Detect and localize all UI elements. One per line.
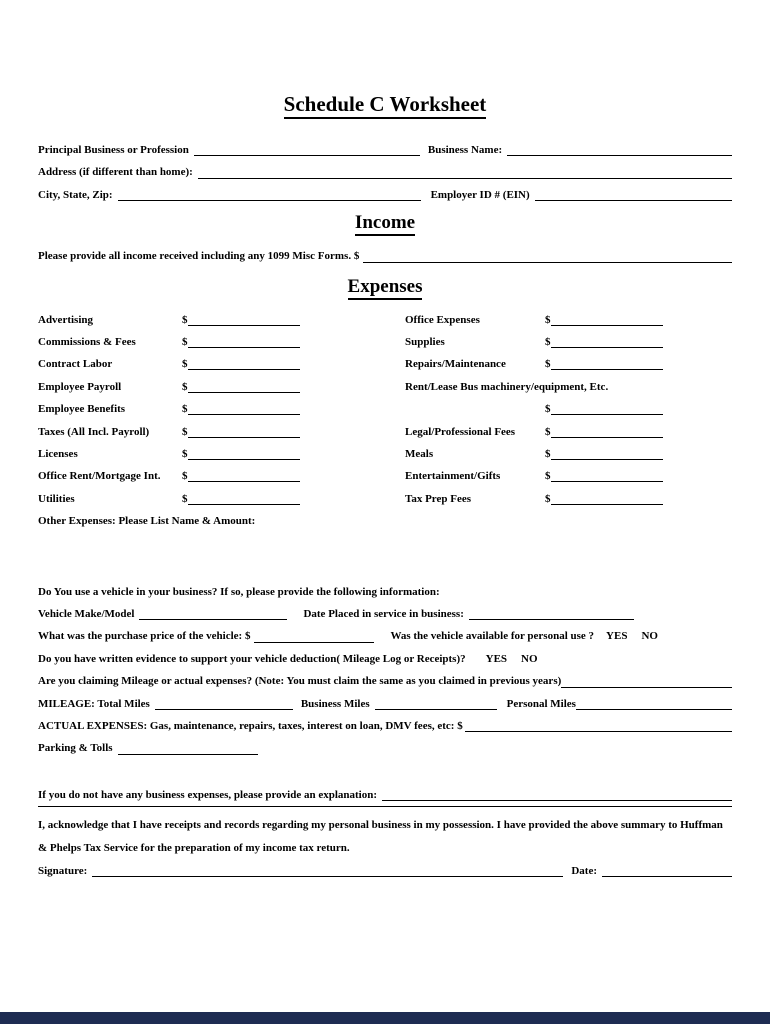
expense-row	[38, 421, 732, 443]
expense-row	[38, 331, 732, 353]
currency-sign: $	[545, 336, 551, 349]
currency-sign: $	[182, 313, 188, 326]
currency-sign: $	[182, 492, 188, 505]
personal-miles-blank[interactable]	[576, 693, 732, 710]
principal-business-blank[interactable]	[194, 139, 420, 156]
mileage-total-label: MILEAGE: Total Miles	[38, 697, 150, 710]
parking-line	[38, 737, 732, 759]
expense-amount-blank[interactable]	[188, 389, 300, 393]
personal-use-yes-option: YES	[606, 630, 628, 643]
address-label: Address (if different than home):	[38, 166, 193, 179]
date-label: Date:	[571, 864, 597, 877]
expense-amount-blank[interactable]	[188, 322, 300, 326]
expense-label-contract-labor: Contract Labor	[38, 358, 113, 371]
expense-row	[38, 398, 732, 420]
income-amount-blank[interactable]	[363, 245, 732, 262]
expense-label-rent-lease: Rent/Lease Bus machinery/equipment, Etc.	[405, 380, 609, 393]
expense-amount-blank[interactable]	[551, 344, 663, 348]
explanation-blank[interactable]	[382, 784, 732, 801]
principal-business-line	[38, 139, 732, 161]
expense-amount-blank[interactable]	[188, 501, 300, 505]
actual-expenses-label: ACTUAL EXPENSES: Gas, maintenance, repairs, taxes, interest on loan, DMV fees, etc: $	[38, 719, 463, 732]
expense-label-repairs-maintenance: Repairs/Maintenance	[405, 358, 506, 371]
expense-amount-blank[interactable]	[188, 411, 300, 415]
employer-id-label: Employer ID # (EIN)	[430, 188, 530, 201]
purchase-price-line	[38, 625, 732, 647]
expense-label-advertising: Advertising	[38, 313, 93, 326]
expense-label-office-expenses: Office Expenses	[405, 313, 480, 326]
claiming-line	[38, 670, 732, 692]
currency-sign: $	[545, 425, 551, 438]
expense-label-supplies: Supplies	[405, 336, 445, 349]
written-evidence-label: Do you have written evidence to support your vehicle deduction( Mileage Log or Receipts)?	[38, 652, 466, 665]
signature-line	[38, 860, 732, 882]
expense-amount-blank[interactable]	[188, 478, 300, 482]
expense-label-legal-fees: Legal/Professional Fees	[405, 425, 516, 438]
expenses-heading: Expenses	[38, 274, 732, 300]
currency-sign: $	[182, 358, 188, 371]
expense-amount-blank[interactable]	[551, 434, 663, 438]
expense-amount-blank[interactable]	[551, 411, 663, 415]
page-title: Schedule C Worksheet	[38, 90, 732, 118]
expense-amount-blank[interactable]	[551, 478, 663, 482]
currency-sign: $	[182, 403, 188, 416]
city-state-zip-label: City, State, Zip:	[38, 188, 113, 201]
expense-amount-blank[interactable]	[188, 344, 300, 348]
date-placed-blank[interactable]	[469, 603, 634, 620]
currency-sign: $	[545, 470, 551, 483]
business-miles-blank[interactable]	[375, 693, 497, 710]
expense-amount-blank[interactable]	[551, 366, 663, 370]
income-instruction-label: Please provide all income received including any 1099 Misc Forms. $	[38, 250, 360, 263]
currency-sign: $	[545, 492, 551, 505]
total-miles-blank[interactable]	[155, 693, 293, 710]
expenses-grid	[38, 309, 732, 511]
currency-sign: $	[545, 358, 551, 371]
expense-row	[38, 376, 732, 398]
expense-label-tax-prep-fees: Tax Prep Fees	[405, 492, 471, 505]
expense-amount-blank[interactable]	[551, 501, 663, 505]
explanation-label: If you do not have any business expenses, please provide an explanation:	[38, 788, 378, 801]
expense-amount-blank[interactable]	[188, 434, 300, 438]
explanation-line	[38, 784, 732, 806]
signature-blank[interactable]	[92, 860, 563, 877]
city-state-zip-line	[38, 184, 732, 206]
business-miles-label: Business Miles	[300, 697, 370, 710]
expense-label-employee-benefits: Employee Benefits	[38, 403, 126, 416]
page-content	[0, 90, 770, 882]
income-heading: Income	[38, 210, 732, 236]
employer-id-blank[interactable]	[535, 184, 732, 201]
written-evidence-line	[38, 648, 732, 670]
purchase-price-label: What was the purchase price of the vehicle: $	[38, 630, 251, 643]
principal-business-label: Principal Business or Profession	[38, 144, 189, 156]
parking-tolls-blank[interactable]	[118, 737, 258, 754]
vehicle-intro-label: Do You use a vehicle in your business? If so, please provide the following information:	[38, 585, 440, 598]
expense-amount-blank[interactable]	[551, 456, 663, 460]
acknowledgement-text: I, acknowledge that I have receipts and records regarding my personal business in my possession. I have provided the above summary to Huffman & Phelps Tax Service for the preparation of my income tax return.	[38, 819, 723, 854]
expense-row	[38, 465, 732, 487]
currency-sign: $	[182, 447, 188, 460]
footer-bar	[0, 1012, 770, 1024]
currency-sign: $	[545, 313, 551, 326]
business-name-blank[interactable]	[507, 139, 732, 156]
currency-sign: $	[182, 470, 188, 483]
expense-label-utilities: Utilities	[38, 492, 75, 505]
expense-label-taxes: Taxes (All Incl. Payroll)	[38, 425, 150, 438]
city-state-zip-blank[interactable]	[118, 184, 421, 201]
expense-label-employee-payroll: Employee Payroll	[38, 380, 122, 393]
income-line	[38, 245, 732, 267]
date-placed-label: Date Placed in service in business:	[303, 607, 464, 620]
date-blank[interactable]	[602, 860, 732, 877]
expense-label-commissions-fees: Commissions & Fees	[38, 336, 136, 349]
expense-label-meals: Meals	[405, 447, 434, 460]
expense-label-licenses: Licenses	[38, 447, 78, 460]
explanation-line-2	[38, 806, 732, 812]
evidence-no-option: NO	[521, 652, 538, 665]
claiming-blank[interactable]	[561, 670, 732, 687]
personal-use-no-option: NO	[641, 630, 658, 643]
currency-sign: $	[182, 380, 188, 393]
currency-sign: $	[182, 425, 188, 438]
purchase-price-blank[interactable]	[254, 625, 374, 642]
currency-sign: $	[182, 336, 188, 349]
signature-label: Signature:	[38, 864, 88, 877]
address-line	[38, 161, 732, 183]
currency-sign: $	[545, 447, 551, 460]
evidence-yes-option: YES	[485, 652, 508, 665]
expense-row	[38, 309, 732, 331]
expense-label-entertainment-gifts: Entertainment/Gifts	[405, 470, 501, 483]
expense-row	[38, 443, 732, 465]
mileage-line	[38, 693, 732, 715]
expense-label-office-rent: Office Rent/Mortgage Int.	[38, 470, 161, 483]
explanation-blank-line2[interactable]	[38, 806, 732, 807]
actual-expenses-blank[interactable]	[465, 715, 732, 732]
expense-row	[38, 353, 732, 375]
currency-sign: $	[545, 403, 551, 416]
other-expenses-label: Other Expenses: Please List Name & Amount:	[38, 515, 256, 528]
expense-amount-blank[interactable]	[188, 456, 300, 460]
expense-amount-blank[interactable]	[188, 366, 300, 370]
business-name-label: Business Name:	[427, 144, 503, 156]
personal-miles-label: Personal Miles	[506, 697, 576, 710]
personal-use-label: Was the vehicle available for personal use ?	[390, 630, 595, 643]
actual-expenses-line	[38, 715, 732, 737]
vehicle-make-model-line	[38, 603, 732, 625]
expense-amount-blank[interactable]	[551, 322, 663, 326]
claiming-label: Are you claiming Mileage or actual expenses? (Note: You must claim the same as you claimed in previous years)	[38, 675, 562, 688]
parking-tolls-label: Parking & Tolls	[38, 742, 113, 755]
address-blank[interactable]	[198, 161, 732, 178]
make-model-label: Vehicle Make/Model	[38, 607, 135, 620]
expense-row	[38, 488, 732, 510]
make-model-blank[interactable]	[139, 603, 287, 620]
